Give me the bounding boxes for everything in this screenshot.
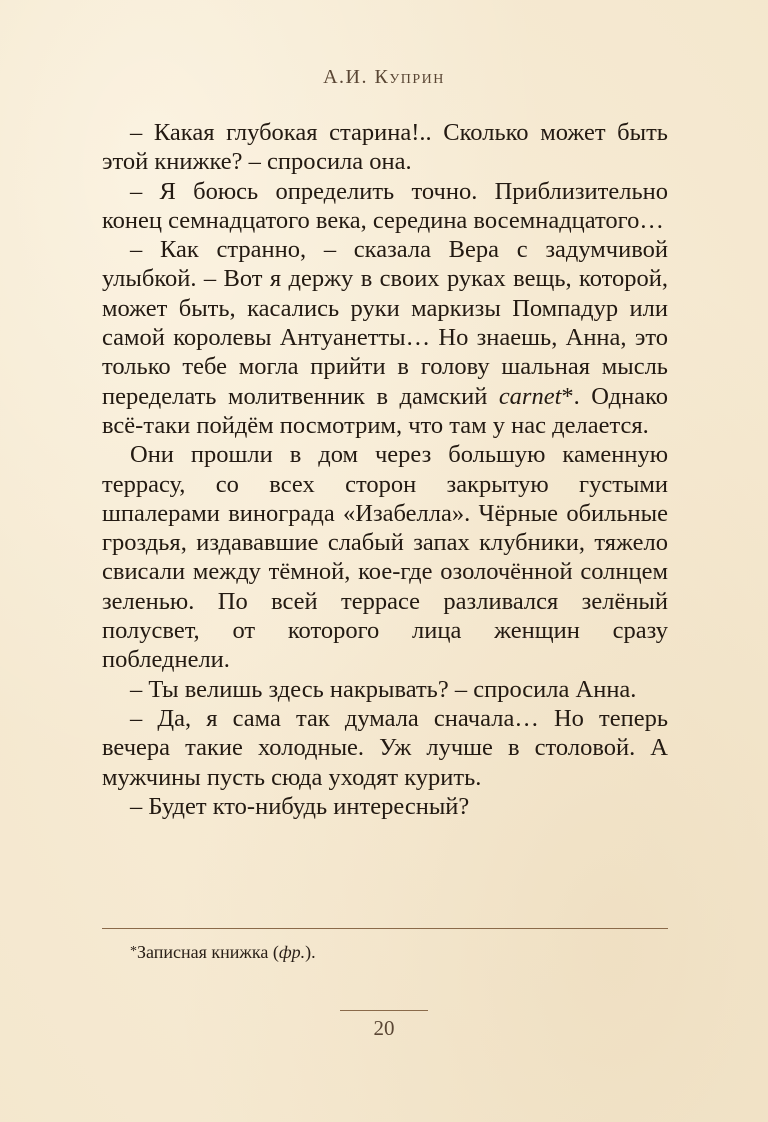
author-surname: Куприн xyxy=(374,66,445,88)
page-number: 20 xyxy=(373,1016,395,1040)
footnote-text: Записная книжка ( xyxy=(137,942,279,962)
paragraph-5: – Ты велишь здесь накрывать? – спросила Анна. xyxy=(130,675,637,703)
paragraph-7: – Будет кто-нибудь интересный? xyxy=(130,792,470,820)
footnote-language-abbr: фр. xyxy=(278,942,306,962)
paragraph-6: – Да, я сама так думала сначала… Но теперь вечера такие холодные. Уж лучше в столовой. А мужчины пусть сюда уходят курить. xyxy=(102,704,668,791)
paragraph-3 xyxy=(102,235,668,440)
paragraph-3-text-after: . Однако всё-таки пойдём посмотрим, что там у нас делается. xyxy=(102,382,668,439)
footnote xyxy=(130,940,316,964)
page-number-divider xyxy=(340,1010,428,1011)
foreign-word-carnet: carnet xyxy=(498,382,562,410)
main-text xyxy=(102,118,668,821)
paragraph-4: Они прошли в дом через большую каменную террасу, со всех сторон закрытую густыми шпалерами винограда «Изабелла». Чёрные обильные гроздья, издававшие слабый запах клубники, тяжело свисали между тёмной, кое-где озолочённой солнцем зеленью. По всей террасе разливался зелёный полусвет, от которого лица женщин сразу побледнели. xyxy=(102,441,668,674)
footnote-reference-mark: * xyxy=(561,382,574,410)
paragraph-3-text-before: – Как странно, – сказала Вера с задумчивой улыбкой. – Вот я держу в своих руках вещь, которой, может быть, касались руки маркизы Помпадур или самой королевы Антуанетты… Но знаешь, Анна, это только тебе могла прийти в голову шальная мысль переделать молитвенник в дамский xyxy=(102,236,668,410)
author-initials: А.И. xyxy=(323,66,368,88)
footnote-divider xyxy=(102,928,668,929)
paragraph-1: – Какая глубокая старина!.. Сколько может быть этой книжке? – спросила она. xyxy=(102,119,668,176)
paragraph-2: – Я боюсь определить точно. Приблизительно конец семнадцатого века, середина восемнадцатого… xyxy=(102,177,668,234)
footnote-mark: * xyxy=(130,944,137,959)
running-head xyxy=(0,66,768,89)
footnote-tail: ). xyxy=(305,942,316,962)
